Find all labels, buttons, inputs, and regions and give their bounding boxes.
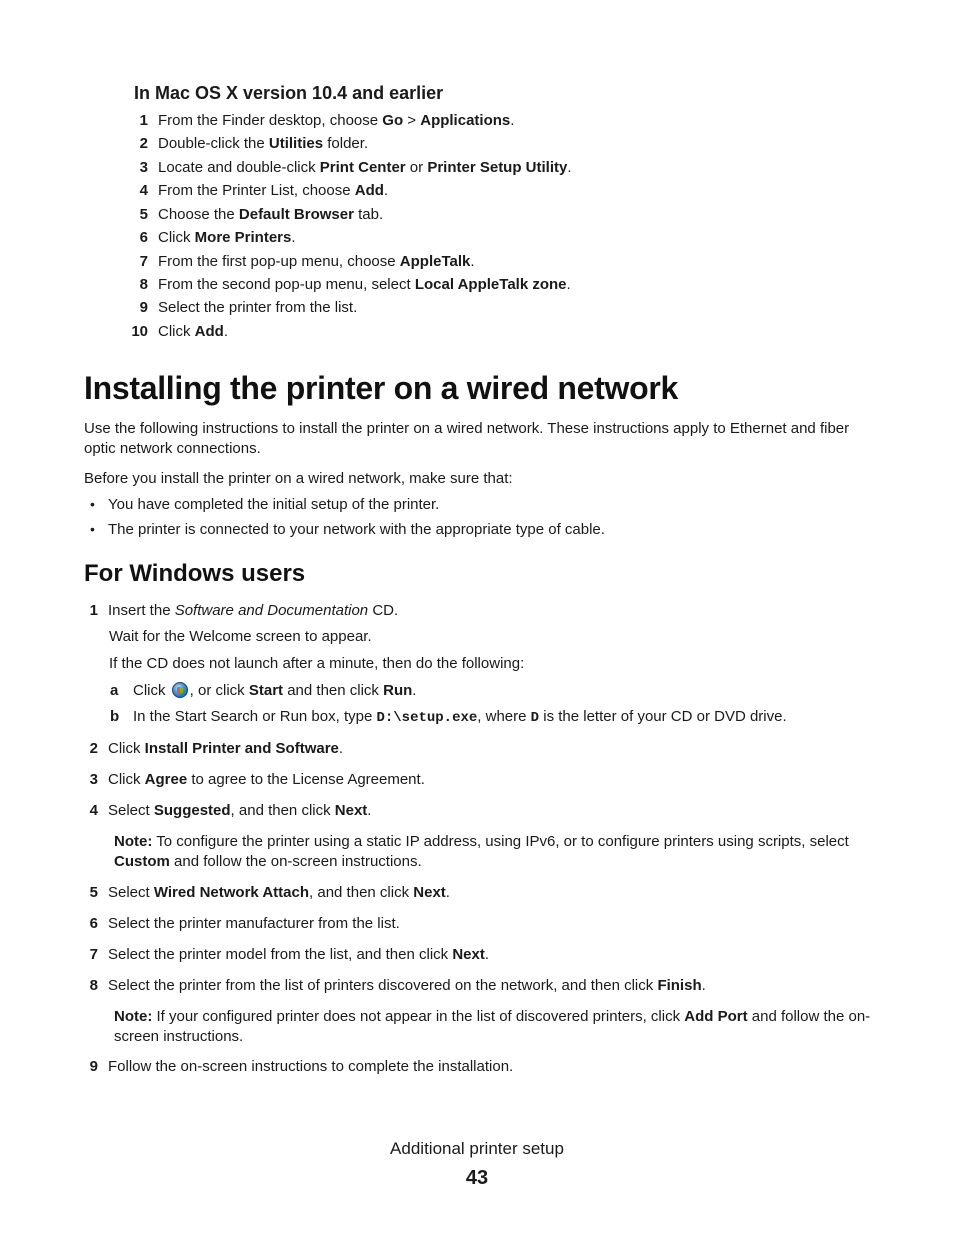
bold-text: More Printers	[194, 229, 292, 246]
step-text	[158, 182, 388, 199]
mac-step	[120, 110, 880, 132]
text-run: .	[510, 112, 515, 129]
text-run: >	[403, 112, 421, 129]
text-run: Select the printer manufacturer from the list.	[108, 915, 400, 932]
bold-text: Default Browser	[238, 206, 354, 223]
step-text	[158, 112, 514, 129]
text-run: .	[567, 159, 572, 176]
bold-text: Custom	[114, 853, 170, 870]
step-text	[108, 802, 371, 819]
step-text	[158, 253, 475, 270]
step-text	[158, 323, 228, 340]
text-run: Follow the on-screen instructions to complete the installation.	[108, 1058, 514, 1075]
win-step-1	[84, 601, 884, 621]
step-number: 5	[139, 206, 148, 223]
before-paragraph: Before you install the printer on a wired network, make sure that:	[84, 470, 513, 487]
text-run: .	[412, 682, 417, 699]
text-run: , where	[477, 708, 531, 725]
note-add-port	[114, 1007, 884, 1047]
bold-text: Note:	[114, 833, 153, 850]
text-run: From the second pop-up menu, select	[158, 276, 415, 293]
mac-step	[120, 297, 880, 319]
bold-text: Agree	[144, 771, 188, 788]
text-run: In the Start Search or Run box, type	[133, 708, 377, 725]
text-run: folder.	[323, 135, 369, 152]
step-text	[158, 276, 571, 293]
text-run: Select	[108, 802, 154, 819]
step-text	[158, 159, 572, 176]
step-text	[158, 229, 296, 246]
bold-text: Go	[382, 112, 404, 129]
substep-letter: b	[110, 708, 120, 725]
win-step-4	[84, 801, 884, 821]
bold-text: Add	[194, 323, 224, 340]
win-step-8	[84, 976, 884, 996]
bold-text: Utilities	[268, 135, 324, 152]
text-run: Insert the	[108, 602, 175, 619]
step-text	[108, 740, 343, 757]
mac-section-heading: In Mac OS X version 10.4 and earlier	[134, 83, 444, 103]
step-text	[108, 977, 706, 994]
windows-section-heading: For Windows users	[84, 560, 306, 587]
step-number: 9	[139, 299, 148, 316]
step-number: 6	[139, 229, 148, 246]
bold-text: Add Port	[684, 1008, 748, 1025]
text-run: .	[383, 182, 389, 199]
step-text	[158, 135, 368, 152]
text-run: .	[445, 884, 450, 901]
text-run: From the Printer List, choose	[158, 182, 355, 199]
bold-text: Note:	[114, 1008, 153, 1025]
step-text	[108, 771, 425, 788]
step-number: 2	[89, 740, 98, 757]
text-run: Select the printer from the list of printers discovered on the network, and then click	[108, 977, 658, 994]
text-run: Select	[108, 884, 154, 901]
step-number: 7	[139, 253, 148, 270]
footer-title: Additional printer setup	[390, 1139, 564, 1158]
code-text: D:\setup.exe	[376, 710, 478, 726]
bold-text: Next	[413, 884, 446, 901]
step-text	[158, 299, 357, 316]
text-run: , and then click	[309, 884, 414, 901]
mac-step	[120, 227, 880, 249]
win-step-6	[84, 914, 884, 934]
substep-b	[110, 707, 890, 728]
bold-text: Local AppleTalk zone	[414, 276, 567, 293]
text-run: From the first pop-up menu, choose	[158, 253, 400, 270]
page-title: Installing the printer on a wired network	[84, 370, 678, 406]
text-run: Click	[108, 771, 145, 788]
step-text	[108, 602, 398, 619]
step-number: 4	[89, 802, 98, 819]
text-run: Select the printer from the list.	[158, 299, 358, 316]
text-run: .	[484, 946, 490, 963]
text-run: , or click	[189, 682, 249, 699]
text-run: Double-click the	[158, 135, 269, 152]
step-number: 3	[89, 771, 98, 788]
mac-step	[120, 180, 880, 202]
step-number: 8	[89, 977, 98, 994]
substep-b-text	[133, 708, 787, 725]
intro-paragraph: Use the following instructions to install the printer on a wired network. These instructions apply to Ethernet and fiber optic network connections.	[84, 420, 850, 457]
text-run: Click	[108, 740, 145, 757]
mac-step	[120, 274, 880, 296]
bold-text: Start	[248, 682, 284, 699]
text-run: , and then click	[230, 802, 335, 819]
text-run: Choose the	[158, 206, 239, 223]
text-run: and then click	[283, 682, 384, 699]
text-run: .	[566, 276, 571, 293]
text-run: To configure the printer using a static IP address, using IPv6, or to configure printers using scripts, select	[152, 833, 849, 850]
text-run: or	[405, 159, 428, 176]
substep-a	[110, 681, 890, 701]
bold-text: AppleTalk	[399, 253, 471, 270]
step-number: 6	[89, 915, 98, 932]
windows-start-icon	[172, 682, 188, 698]
bullet-icon: •	[90, 521, 95, 537]
step-number: 1	[139, 112, 148, 129]
step-text	[108, 915, 400, 932]
text-run: tab.	[353, 206, 384, 223]
bold-text: Next	[334, 802, 368, 819]
italic-text: Software and Documentation	[174, 602, 369, 619]
step-number: 8	[139, 276, 148, 293]
text-run: If your configured printer does not appear in the list of discovered printers, click	[152, 1008, 685, 1025]
substep-a-pre: Click	[133, 682, 170, 699]
bold-text: Next	[452, 946, 485, 963]
bold-text: Finish	[657, 977, 702, 994]
text-run: Select the printer model from the list, and then click	[108, 946, 453, 963]
step-number: 9	[89, 1058, 98, 1075]
step-text	[108, 1058, 513, 1075]
bullet-icon: •	[90, 496, 95, 512]
step-text	[108, 946, 489, 963]
bold-text: Add	[354, 182, 384, 199]
note-static-ip	[114, 832, 884, 872]
step-number: 4	[139, 182, 148, 199]
text-run: CD.	[368, 602, 399, 619]
text-run: and follow the on-screen instructions.	[114, 1008, 871, 1045]
text-run: Locate and double-click	[158, 159, 320, 176]
text-run: .	[338, 740, 344, 757]
substep-a-text	[190, 682, 417, 699]
text-run: Click	[158, 323, 195, 340]
bold-text: Run	[383, 682, 413, 699]
bullet-text: The printer is connected to your network with the appropriate type of cable.	[108, 521, 605, 538]
mac-step	[120, 157, 880, 179]
win-step-5	[84, 883, 884, 903]
bold-text: Install Printer and Software	[144, 740, 339, 757]
text-run: .	[291, 229, 296, 246]
text-run: and follow the on-screen instructions.	[169, 853, 422, 870]
win-step-3	[84, 770, 884, 790]
bold-text: Printer Setup Utility	[427, 159, 568, 176]
mac-step	[120, 251, 880, 273]
step-number: 3	[139, 159, 148, 176]
bold-text: Print Center	[319, 159, 406, 176]
bold-text: Applications	[420, 112, 511, 129]
step-number: 10	[131, 323, 148, 340]
bullet-item	[90, 519, 870, 540]
code-text: D	[530, 710, 540, 726]
step1-if-text: If the CD does not launch after a minute, then do the following:	[109, 655, 525, 672]
bold-text: Wired Network Attach	[153, 884, 310, 901]
text-run: Click	[158, 229, 195, 246]
step-number: 2	[139, 135, 148, 152]
bullet-item	[90, 494, 870, 515]
text-run: is the letter of your CD or DVD drive.	[539, 708, 787, 725]
bullet-text: You have completed the initial setup of the printer.	[108, 496, 440, 513]
step-number: 1	[89, 602, 98, 619]
text-run: .	[470, 253, 475, 270]
step-number: 7	[89, 946, 98, 963]
mac-step	[120, 204, 880, 226]
step-number: 5	[89, 884, 98, 901]
text-run: .	[701, 977, 706, 994]
text-run: .	[367, 802, 372, 819]
page-number: 43	[465, 1167, 489, 1189]
text-run: .	[223, 323, 229, 340]
bold-text: Suggested	[153, 802, 231, 819]
step1-wait-text: Wait for the Welcome screen to appear.	[109, 628, 372, 645]
win-step-9	[84, 1057, 884, 1077]
substep-letter: a	[110, 682, 119, 699]
win-step-7	[84, 945, 884, 965]
text-run: From the Finder desktop, choose	[158, 112, 383, 129]
step-text	[158, 206, 383, 223]
mac-step	[120, 133, 880, 155]
win-step-2	[84, 739, 884, 759]
mac-step	[120, 321, 880, 343]
step-text	[108, 884, 450, 901]
text-run: to agree to the License Agreement.	[187, 771, 425, 788]
